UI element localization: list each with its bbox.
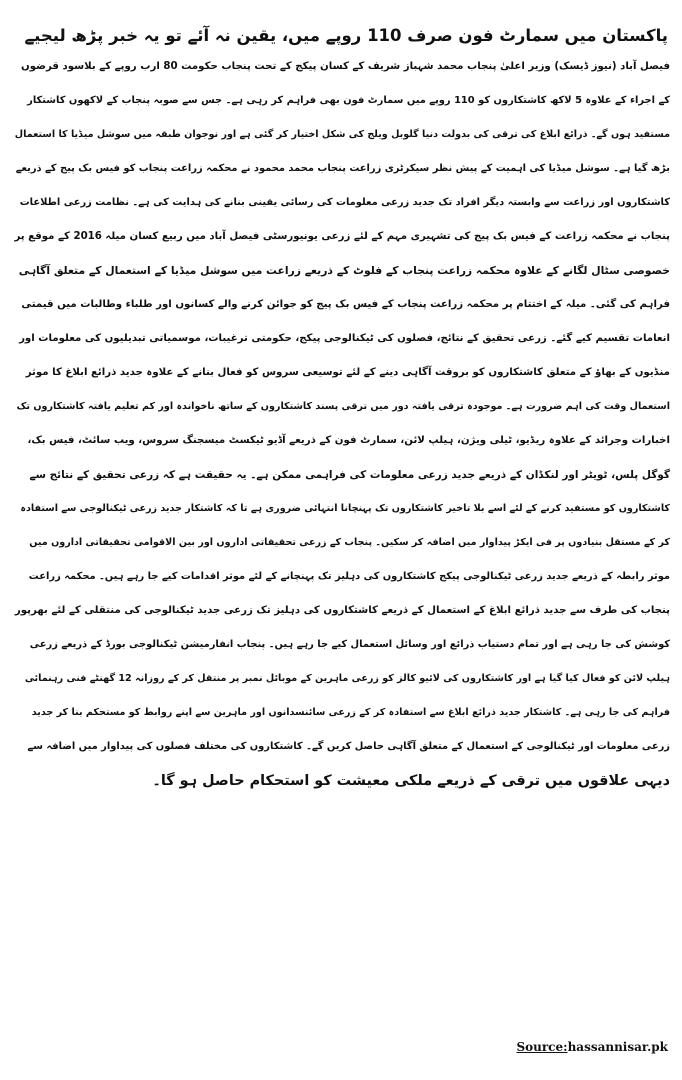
article-line: اخبارات وجرائد کے علاوہ ریڈیو، ٹیلی ویژن، ہیلپ لائن، سمارٹ فون کے ذریعے آڈیو ٹیکسٹ میسجنگ سروس، ویب سائٹ، فیس بک، [27,435,670,446]
article-line: فراہم کی جا رہی ہے۔ کاشتکار جدید ذرائع ابلاغ سے استفادہ کر کے زرعی سائنسدانوں اور ماہرین سے اپنے روابط کو مستحکم بنا کر جدید [31,707,670,718]
source-label: Source: [516,1040,568,1054]
article-body [14,50,670,798]
article-line: خصوصی سٹال لگانے کے علاوہ محکمہ زراعت پنجاب کے فلوٹ کے ذریعے زراعت میں سوشل میڈیا کے استعمال کے متعلق آگاہی [18,264,670,277]
article-line: ہیلپ لائن کو فعال کیا گیا ہے اور کاشتکاروں کی لائیو کالز کو زرعی ماہرین کے موبائل نمبر پر منتقل کر کے روزانہ 12 گھنٹے فنی رہنمائی [24,673,670,684]
article-line: زرعی معلومات اور ٹیکنالوجی کے استعمال کے متعلق آگاہی حاصل کریں گے۔ کاشتکاروں کی مختلف فصلوں کی پیداوار میں اضافہ سے [27,741,670,752]
article-line: پنجاب کی طرف سے جدید ذرائع ابلاغ کے استعمال کے ذریعے کاشتکاروں کی دہلیز تک زرعی جدید ٹیکنالوجی کی منتقلی کے لئے بھرپور [14,605,670,616]
article-line: کوشش کی جا رہی ہے اور تمام دستیاب ذرائع اور وسائل استعمال کیے جا رہے ہیں۔ پنجاب انفارمیشن ٹیکنالوجی بورڈ کے ذریعے زرعی [29,639,670,650]
article-line: منڈیوں کے بھاؤ کے متعلق کاشتکاروں کو بروقت آگاہی دینے کے لئے توسیعی سروس کو فعال بنانے کے علاوہ جدید ذرائع ابلاغ کا موثر [25,367,670,378]
article-line: پنجاب نے محکمہ زراعت کے فیس بک پیج کی تشہیری مہم کے لئے زرعی یونیورسٹی فیصل آباد میں ربیع کسان میلہ 2016 کے موقع پر [14,231,670,242]
article-line: کر کے مستقل بنیادوں پر فی ایکڑ پیداوار میں اضافہ کر سکیں۔ پنجاب کے زرعی تحقیقاتی اداروں اور بین الاقوامی تحقیقاتی اداروں میں [29,537,670,548]
source-credit [516,1040,668,1054]
article-line: بڑھ گیا ہے۔ سوشل میڈیا کی اہمیت کے پیش نظر سیکرٹری زراعت پنجاب محمد محمود نے محکمہ زراعت پنجاب کو فیس بک پیج کے ذریعے [15,163,670,174]
article-line: گوگل پلس، ٹویٹر اور لنکڈان کے ذریعے جدید زرعی معلومات کی فراہمی ممکن ہے۔ یہ حقیقت ہے کہ زرعی تحقیق کے نتائج سے [29,469,670,481]
article-line: فیصل آباد (نیوز ڈیسک) وزیر اعلیٰ پنجاب محمد شہباز شریف کے کسان پیکج کے تحت پنجاب حکومت 80 ارب روپے کے بلاسود قرضوں [21,61,670,72]
article-line: دیہی علاقوں میں ترقی کے ذریعے ملکی معیشت کو استحکام حاصل ہو گا۔ [152,773,670,789]
article-line: کاشتکاروں کو مستفید کرنے کے لئے اسے بلا تاخیر کاشتکاروں تک پہنچانا انتہائی ضروری ہے تا کہ کاشتکار جدید زرعی ٹیکنالوجی سے استفادہ [20,503,670,514]
article-line: فراہم کی گئی۔ میلہ کے اختتام پر محکمہ زراعت پنجاب کے فیس بک پیج کو جوائن کرنے والے کسانوں اور طلباء وطالبات میں قیمتی [21,299,670,310]
article-line: استعمال وقت کی اہم ضرورت ہے۔ موجودہ ترقی یافتہ دور میں ترقی پسند کاشتکاروں کے ساتھ ناخواندہ اور کم تعلیم یافتہ کاشتکاروں تک [16,401,670,412]
article-headline: پاکستان میں سمارٹ فون صرف 110 روپے میں، یقین نہ آئے تو یہ خبر پڑھ لیجیے [24,26,668,46]
article-line: انعامات تقسیم کیے گئے۔ زرعی تحقیق کے نتائج، فصلوں کی ٹیکنالوجی پیکج، حکومتی ترغیبات، موسمیاتی تبدیلیوں کی معلومات اور [19,333,670,344]
article-line: کاشتکاروں اور زراعت سے وابستہ دیگر افراد تک جدید زرعی معلومات کی رسائی یقینی بنانے کی ہدایت کی ہے۔ نظامت زرعی اطلاعات [19,197,670,208]
source-site: hassannisar.pk [567,1040,668,1054]
article-line: مستفید ہوں گے۔ ذرائع ابلاغ کی ترقی کی بدولت دنیا گلوبل ویلج کی شکل اختیار کر گئی ہے اور نوجوان طبقہ میں سوشل میڈیا کا استعمال [14,129,670,140]
article-line: کے اجراء کے علاوہ 5 لاکھ کاشتکاروں کو 110 روپے میں سمارٹ فون بھی فراہم کر رہی ہے۔ جس سے صوبہ پنجاب کے لاکھوں کاشتکار [27,95,670,106]
article-line: موثر رابطہ کے ذریعے جدید زرعی ٹیکنالوجی پیکج کاشتکاروں کی دہلیز تک پہنچانے کے لئے موثر اقدامات کیے جا رہے ہیں۔ محکمہ زراعت [28,571,670,582]
